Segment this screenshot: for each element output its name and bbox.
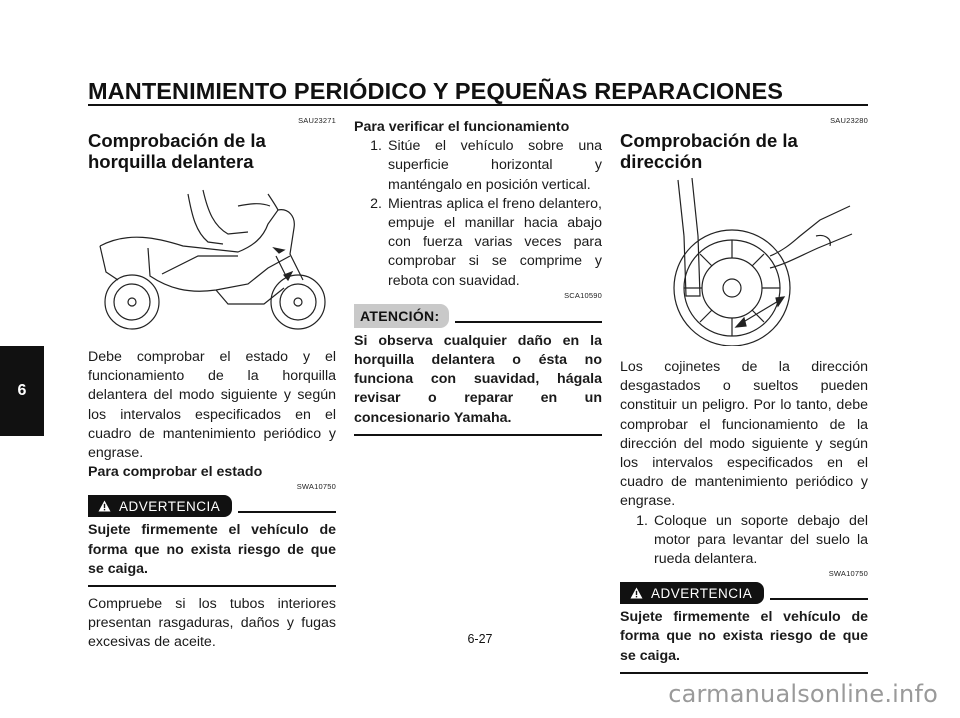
step-text: Sitúe el vehículo sobre una superficie horizontal y manténgalo en posición vertical. bbox=[388, 138, 602, 193]
warning-label: ADVERTENCIA bbox=[119, 498, 221, 514]
section-title-line: Comprobación de la bbox=[88, 130, 266, 151]
page-header-title: MANTENIMIENTO PERIÓDICO Y PEQUEÑAS REPARACIONES bbox=[88, 78, 784, 104]
warning-header bbox=[620, 582, 868, 604]
motorcycle-fork-illustration bbox=[88, 176, 336, 336]
caution-badge: ATENCIÓN: bbox=[354, 304, 449, 328]
caution-text: Si observa cualquier daño en la horquilla delantera o ésta no funciona con suavidad, hágala revisar o reparar en un concesionario Yamaha. bbox=[354, 332, 602, 426]
section-title-line: dirección bbox=[620, 151, 703, 172]
column-fork-operation bbox=[354, 116, 602, 444]
warning-header bbox=[88, 495, 336, 517]
caution-end-rule bbox=[354, 434, 602, 436]
steering-intro-text: Los cojinetes de la dirección desgastados o sueltos pueden constituir un peligro. Por lo tanto, debe comprobar el funcionamiento de la dirección del modo siguiente y según los intervalos especificados en el cuadro de mantenimiento periódico y engrase. bbox=[620, 359, 868, 510]
fork-intro-text: Debe comprobar el estado y el funcionamiento de la horquilla delantera del modo siguiente y según los intervalos especificados en el cuadro de mantenimiento periódico y engrase. bbox=[88, 349, 336, 462]
warning-code: SWA10750 bbox=[828, 569, 868, 579]
steering-check-illustration bbox=[620, 176, 868, 346]
step-text: Coloque un soporte debajo del motor para levantar del suelo la rueda delantera. bbox=[654, 512, 868, 568]
list-item bbox=[620, 512, 868, 570]
watermark: carmanualsonline.info bbox=[668, 680, 938, 708]
condition-subheading: Para comprobar el estado bbox=[88, 464, 263, 481]
steering-steps bbox=[620, 512, 868, 570]
warning-rule bbox=[770, 598, 868, 600]
step-number: 1. bbox=[370, 138, 382, 155]
header-rule bbox=[88, 104, 868, 106]
warning-badge bbox=[88, 495, 232, 517]
list-item bbox=[354, 137, 602, 195]
step-number: 1. bbox=[636, 512, 648, 529]
section-code: SAU23271 bbox=[298, 116, 336, 125]
caution-rule bbox=[455, 321, 602, 323]
step-number: 2. bbox=[370, 195, 382, 212]
warning-label: ADVERTENCIA bbox=[651, 585, 753, 601]
section-code: SAU23280 bbox=[830, 116, 868, 125]
inspection-text: Compruebe si los tubos interiores presentan rasgaduras, daños y fugas excesivas de aceite. bbox=[88, 596, 336, 651]
warning-triangle-icon bbox=[630, 587, 643, 599]
warning-code: SWA10750 bbox=[296, 482, 336, 492]
operation-steps bbox=[354, 137, 602, 291]
warning-end-rule bbox=[88, 585, 336, 587]
caution-code: SCA10590 bbox=[564, 290, 602, 300]
section-title-steering bbox=[620, 130, 868, 172]
page-number: 6-27 bbox=[467, 632, 493, 646]
step-text: Mientras aplica el freno delantero, empuje el manillar hacia abajo con fuerza varias veces para comprobar si se comprime y rebota con suavidad. bbox=[388, 195, 602, 289]
operation-subheading: Para verificar el funcionamiento bbox=[354, 119, 570, 135]
list-item bbox=[354, 195, 602, 291]
warning-rule bbox=[238, 511, 336, 513]
chapter-tab: 6 bbox=[0, 346, 44, 436]
column-front-fork bbox=[88, 116, 336, 653]
warning-text: Sujete firmemente el vehículo de forma que no exista riesgo de que se caiga. bbox=[620, 609, 868, 664]
warning-end-rule bbox=[620, 672, 868, 674]
warning-text: Sujete firmemente el vehículo de forma que no exista riesgo de que se caiga. bbox=[88, 522, 336, 577]
section-title-line: Comprobación de la bbox=[620, 130, 798, 151]
section-title-front-fork bbox=[88, 130, 336, 172]
column-steering bbox=[620, 116, 868, 682]
caution-header bbox=[354, 304, 602, 328]
warning-triangle-icon bbox=[98, 500, 111, 512]
warning-badge bbox=[620, 582, 764, 604]
section-title-line: horquilla delantera bbox=[88, 151, 254, 172]
